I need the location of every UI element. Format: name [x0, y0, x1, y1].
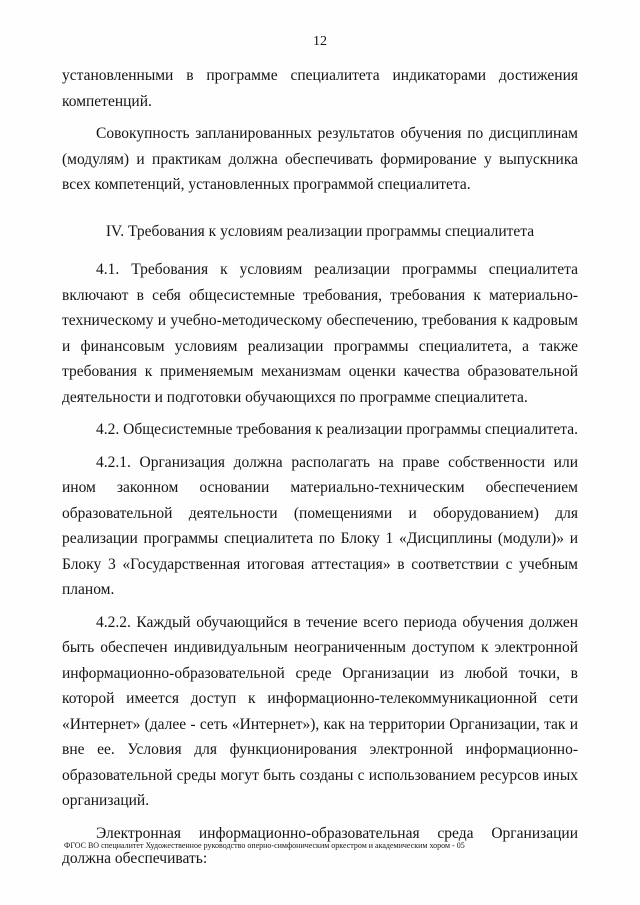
- paragraph-4-2-1: 4.2.1. Организация должна располагать на праве собственности или ином законном основании материально-техническим обеспечением образовательной деятельности (помещениями и оборудованием) для реализации программы специалитета по Блоку 1 «Дисциплины (модули)» и Блоку 3 «Государственная итоговая аттестация» в соответствии с учебным планом.: [62, 453, 578, 598]
- section-heading: IV. Требования к условиям реализации программы специалитета: [105, 222, 535, 240]
- paragraph-learning-outcomes: Совокупность запланированных результатов обучения по дисциплинам (модулям) и практикам должна обеспечивать формирование у выпускника всех компетенций, установленных программой специалитета.: [62, 125, 578, 193]
- footer-note: ФГОС ВО специалитет Художественное руководство оперно-симфоническим оркестром и академическим хором - 05: [64, 841, 465, 850]
- paragraph-4-1: 4.1. Требования к условиям реализации программы специалитета включают в себя общесистемные требования, требования к материально-техническому и учебно-методическому обеспечению, требования к кадровым и финансовым условиям реализации программы специалитета, а также требования к применяемым механизмам оценки качества образовательной деятельности и подготовки обучающихся по программе специалитета.: [62, 261, 578, 406]
- document-body: [62, 63, 578, 879]
- paragraph-continuation: установленными в программе специалитета индикаторами достижения компетенций.: [62, 67, 578, 110]
- page-number: 12: [313, 34, 327, 49]
- paragraph-eios: Электронная информационно-образовательная среда Организации должна обеспечивать:: [62, 824, 578, 867]
- paragraph-4-2: 4.2. Общесистемные требования к реализации программы специалитета.: [96, 421, 578, 438]
- paragraph-4-2-2: 4.2.2. Каждый обучающийся в течение всего периода обучения должен быть обеспечен индивидуальным неограниченным доступом к электронной информационно-образовательной среде Организации из любой точки, в которой имеется доступ к информационно-телекоммуникационной сети «Интернет» (далее - сеть «Интернет»), как на территории Организации, так и вне ее. Условия для функционирования электронной информационно-образовательной среды могут быть созданы с использованием ресурсов иных организаций.: [62, 613, 578, 809]
